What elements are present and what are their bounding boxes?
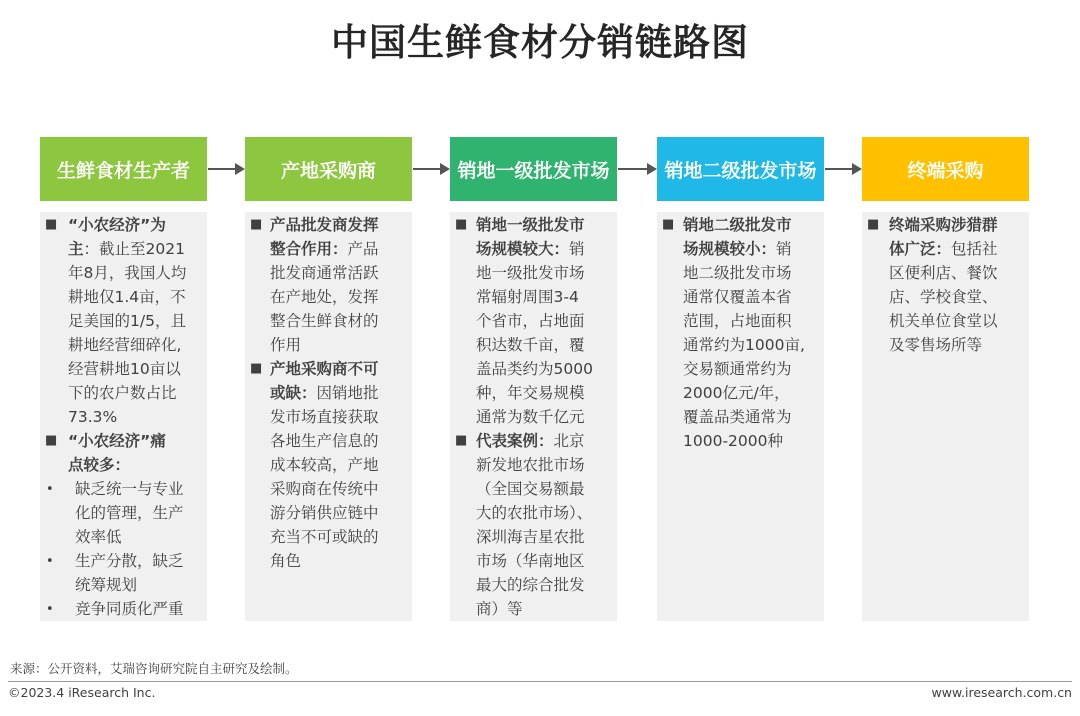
text-line: 充当不可或缺的	[270, 528, 379, 546]
text-line: “小农经济”痛	[68, 432, 166, 450]
text-normal: 销	[776, 240, 792, 258]
text-line: 大的农批市场）、	[476, 504, 593, 522]
text-line: 下的农户数占比	[68, 384, 177, 402]
text-line: 点较多：	[68, 456, 131, 474]
stage-terminal: 终端采购	[862, 137, 1029, 201]
flow-arrow-2	[413, 168, 448, 170]
text-bold: 场规模较大：	[476, 240, 570, 258]
text-line: （全国交易额最	[476, 480, 585, 498]
square-bullet-icon: ■	[250, 361, 263, 376]
text-line: 深圳海吉星农批	[476, 528, 585, 546]
text-normal: 北京	[553, 432, 585, 450]
text-line: 店、学校食堂、	[889, 288, 998, 306]
text-line: 游分销供应链中	[270, 504, 379, 522]
secondary-market-points	[683, 213, 805, 453]
text-line: 生产分散，缺乏	[75, 552, 184, 570]
text-normal: 因销地批	[316, 384, 379, 402]
text-normal: ：截止至2021	[83, 240, 185, 258]
producer-sub-point-1	[75, 477, 184, 549]
text-line: 市场（华南地区	[476, 552, 585, 570]
text-line: 产品批发商发挥	[270, 216, 379, 234]
square-bullet-icon: ■	[455, 433, 468, 448]
text-line: 竞争同质化严重	[75, 600, 184, 618]
origin-buyer-points	[270, 213, 379, 573]
text-bold: 场规模较小：	[683, 240, 777, 258]
text-line: 个省市，占地面	[476, 312, 585, 330]
text-line: 销地一级批发市	[476, 216, 585, 234]
text-line: 缺乏统一与专业	[75, 480, 184, 498]
text-line: 角色	[270, 552, 302, 570]
text-line: 通常约为1000亩,	[683, 336, 805, 354]
text-line: 成本较高，产地	[270, 456, 379, 474]
text-line: 范围，占地面积	[683, 312, 792, 330]
flow-arrow-3	[618, 168, 655, 170]
producer-sub-point-2	[75, 549, 184, 597]
text-line: 采购商在传统中	[270, 480, 379, 498]
text-line: 覆盖品类通常为	[683, 408, 792, 426]
text-line: 地一级批发市场	[476, 264, 585, 282]
text-line: 作用	[270, 336, 302, 354]
text-line: 年8月，我国人均	[68, 264, 187, 282]
text-line: 种，年交易规模	[476, 384, 585, 402]
text-normal: 销	[569, 240, 585, 258]
text-line: 2000亿元/年，	[683, 384, 790, 402]
stage-secondary-market: 销地二级批发市场	[657, 137, 824, 201]
square-bullet-icon: ■	[250, 217, 263, 232]
flow-arrow-4	[825, 168, 860, 170]
text-line: 地二级批发市场	[683, 264, 792, 282]
text-line: 耕地仅1.4亩，不	[68, 288, 186, 306]
copyright: ©2023.4 iResearch Inc.	[8, 685, 156, 700]
stage-primary-market: 销地一级批发市场	[450, 137, 617, 201]
primary-market-points	[476, 213, 593, 621]
text-line: 区便利店、餐饮	[889, 264, 998, 282]
text-line: 商）等	[476, 600, 523, 618]
page-title: 中国生鲜食材分销链路图	[331, 21, 749, 64]
text-line: 效率低	[75, 528, 122, 546]
text-line: 交易额通常约为	[683, 360, 792, 378]
text-line: 通常仅覆盖本省	[683, 288, 792, 306]
stage-producer: 生鲜食材生产者	[40, 137, 207, 201]
text-line: 终端采购涉猎群	[889, 216, 998, 234]
square-bullet-icon: ■	[455, 217, 468, 232]
website-link: www.iresearch.com.cn	[931, 685, 1072, 700]
text-line: 耕地经营细碎化,	[68, 336, 182, 354]
text-line: 及零售场所等	[889, 336, 983, 354]
text-line: 新发地农批市场	[476, 456, 585, 474]
dot-bullet-icon: •	[46, 602, 54, 617]
square-bullet-icon: ■	[867, 217, 880, 232]
source-note: 来源：公开资料，艾瑞咨询研究院自主研究及绘制。	[10, 661, 298, 676]
text-bold: 整合作用：	[270, 240, 348, 258]
text-line: “小农经济”为	[68, 216, 166, 234]
text-line: 常辐射周围3-4	[476, 288, 579, 306]
text-line: 化的管理，生产	[75, 504, 184, 522]
text-line: 通常为数千亿元	[476, 408, 585, 426]
square-bullet-icon: ■	[45, 433, 58, 448]
text-normal: 包括社	[951, 240, 998, 258]
producer-sub-point-3	[75, 597, 184, 621]
text-line: 经营耕地10亩以	[68, 360, 181, 378]
text-line: 销地二级批发市	[683, 216, 792, 234]
text-line: 产地采购商不可	[270, 360, 379, 378]
text-line: 在产地处，发挥	[270, 288, 379, 306]
text-line: 机关单位食堂以	[889, 312, 998, 330]
text-line: 足美国的1/5，且	[68, 312, 186, 330]
text-line: 统筹规划	[75, 576, 138, 594]
text-bold: 体广泛：	[889, 240, 952, 258]
text-line: 73.3%	[68, 408, 118, 426]
text-bold: 主	[68, 240, 84, 258]
square-bullet-icon: ■	[45, 217, 58, 232]
footer-divider	[8, 681, 1072, 682]
text-bold: 或缺：	[270, 384, 317, 402]
stage-origin-buyer: 产地采购商	[245, 137, 412, 201]
text-line: 1000-2000种	[683, 432, 783, 450]
text-line: 积达数千亩，覆	[476, 336, 585, 354]
dot-bullet-icon: •	[46, 554, 54, 569]
text-bold: 代表案例：	[476, 432, 554, 450]
text-line: 批发商通常活跃	[270, 264, 379, 282]
producer-point-1	[68, 213, 186, 477]
text-normal: 产品	[347, 240, 379, 258]
text-line: 各地生产信息的	[270, 432, 379, 450]
square-bullet-icon: ■	[662, 217, 675, 232]
text-line: 最大的综合批发	[476, 576, 585, 594]
text-line: 发市场直接获取	[270, 408, 379, 426]
terminal-points	[889, 213, 998, 357]
flow-arrow-1	[208, 168, 243, 170]
text-line: 整合生鲜食材的	[270, 312, 379, 330]
text-line: 盖品类约为5000	[476, 360, 593, 378]
dot-bullet-icon: •	[46, 482, 54, 497]
